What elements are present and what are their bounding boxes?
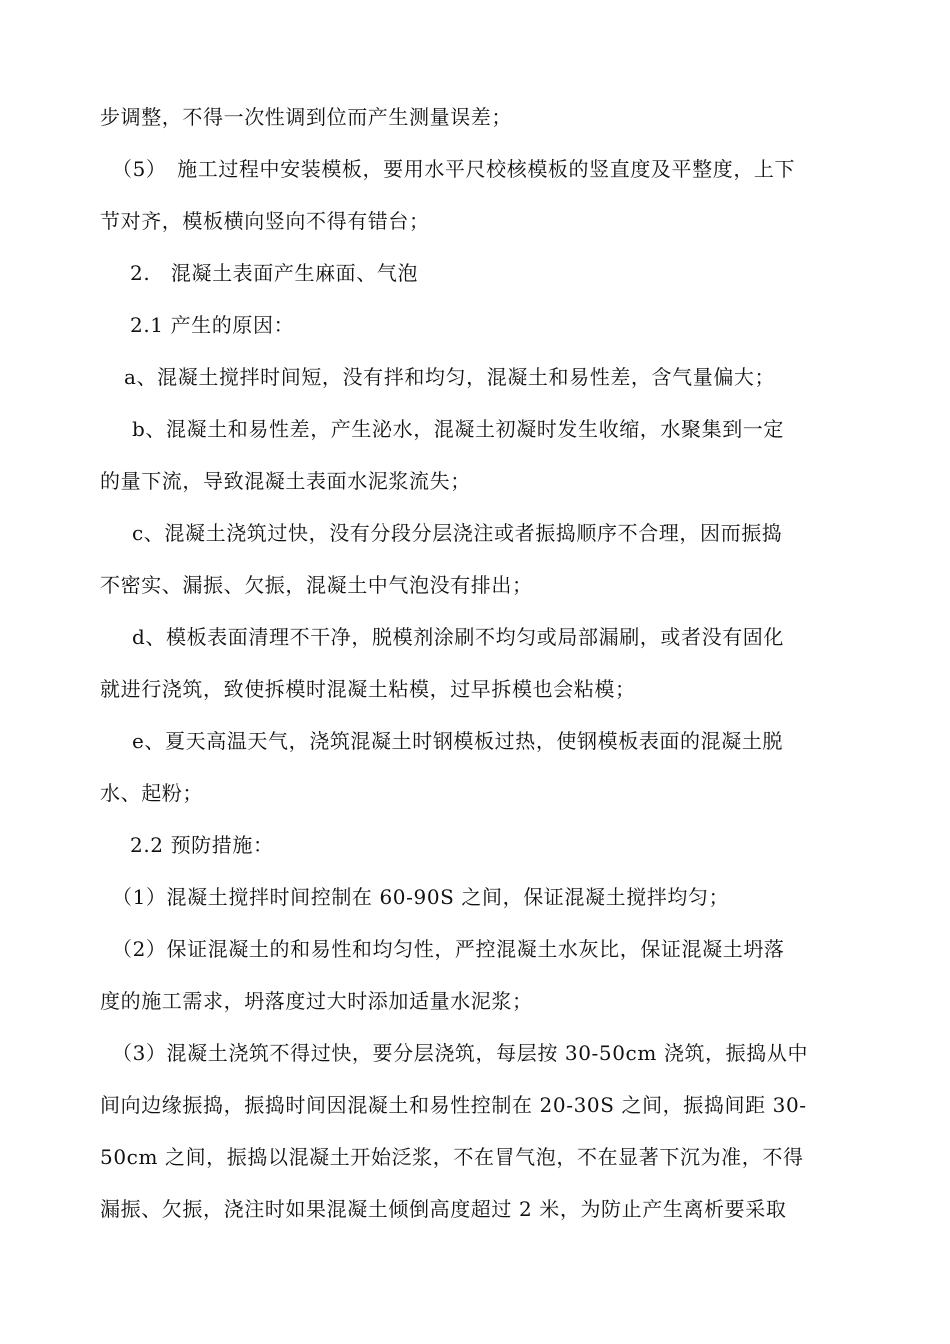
subsection-heading-2-2: 2.2 预防措施： [130,833,274,857]
text-line-cause-c-cont: 不密实、漏振、欠振，混凝土中气泡没有排出； [100,573,533,597]
text-line-3: 节对齐，模板横向竖向不得有错台； [100,209,430,233]
text-line-measure-3-cont-1: 间向边缘振捣，振捣时间因混凝土和易性控制在 20-30S 之间，振捣间距 30- [100,1093,807,1117]
text-line-cause-c: c、混凝土浇筑过快，没有分段分层浇注或者振捣顺序不合理，因而振捣 [132,521,783,545]
text-line-cause-a: a、混凝土搅拌时间短，没有拌和均匀，混凝土和易性差，含气量偏大； [124,365,776,389]
text-line-measure-1: （1）混凝土搅拌时间控制在 60-90S 之间，保证混凝土搅拌均匀； [112,885,730,909]
text-line-2: （5） 施工过程中安装模板，要用水平尺校核模板的竖直度及平整度，上下 [112,157,796,181]
text-line-measure-2: （2）保证混凝土的和易性和均匀性，严控混凝土水灰比，保证混凝土坍落 [112,937,785,961]
text-line-measure-3: （3）混凝土浇筑不得过快，要分层浇筑，每层按 30-50cm 浇筑，振捣从中 [112,1041,809,1065]
text-line-1: 步调整，不得一次性调到位而产生测量误差； [100,105,512,129]
section-heading-2: 2. 混凝土表面产生麻面、气泡 [130,261,419,285]
subsection-heading-2-1: 2.1 产生的原因： [130,313,295,337]
text-line-cause-e: e、夏天高温天气，浇筑混凝土时钢模板过热，使钢模板表面的混凝土脱 [132,729,784,753]
text-line-measure-3-cont-2: 50cm 之间，振捣以混凝土开始泛浆，不在冒气泡，不在显著下沉为准，不得 [100,1145,804,1169]
text-line-measure-3-cont-3: 漏振、欠振，浇注时如果混凝土倾倒高度超过 2 米，为防止产生离析要采取 [100,1197,787,1221]
text-line-cause-d: d、模板表面清理不干净，脱模剂涂刷不均匀或局部漏刷，或者没有固化 [132,625,785,649]
text-line-cause-b: b、混凝土和易性差，产生泌水，混凝土初凝时发生收缩，水聚集到一定 [132,417,785,441]
text-line-cause-e-cont: 水、起粉； [100,781,203,805]
text-line-cause-d-cont: 就进行浇筑，致使拆模时混凝土粘模，过早拆模也会粘模； [100,677,636,701]
text-line-measure-2-cont: 度的施工需求，坍落度过大时添加适量水泥浆； [100,989,533,1013]
text-line-cause-b-cont: 的量下流，导致混凝土表面水泥浆流失； [100,469,471,493]
